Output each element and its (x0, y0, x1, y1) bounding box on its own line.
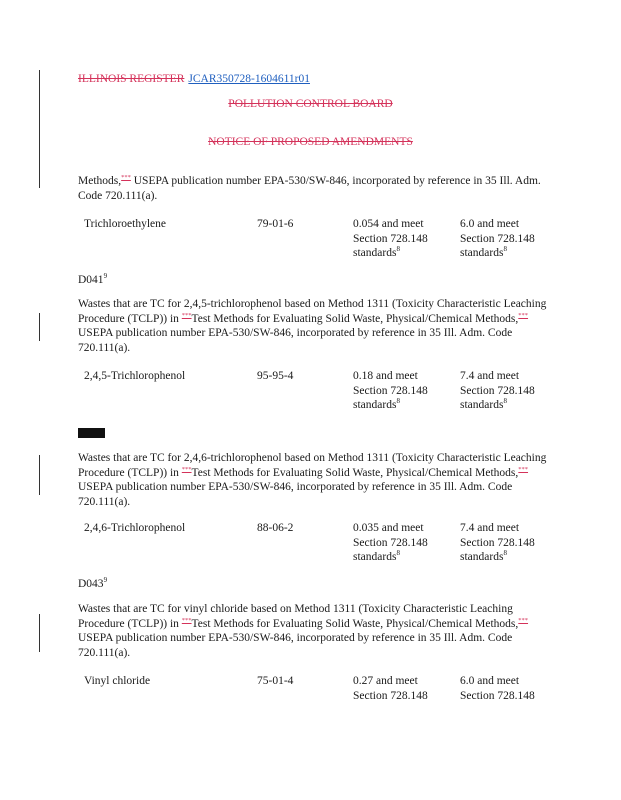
revision-bar (39, 614, 40, 652)
revision-bar (39, 313, 40, 341)
footnote-mark: *** (518, 465, 529, 473)
constituent-name: Vinyl chloride (84, 675, 151, 687)
board-header: POLLUTION CONTROL BOARD (228, 98, 393, 110)
wastewater-standard: 0.054 and meet Section 728.148 standards$^8$ (353, 218, 428, 259)
footnote-mark: *** (518, 311, 529, 319)
footnote-mark: *** (181, 311, 192, 319)
paragraph-d043: Wastes that are TC for vinyl chloride based on Method 1311 (Toxicity Characteristic Leaching Procedure (TCLP)) in ***Test Methods for Evaluating Solid Waste, Physical/Chemical Methods,*** USEPA publication number EPA-530/SW-846, incorporated by reference in 35 Ill. Adm. Code 720.111(a). (78, 603, 529, 659)
footnote-mark: *** (181, 465, 192, 473)
redacted-waste-code (78, 428, 105, 438)
register-deleted: ILLINOIS REGISTER (78, 73, 185, 85)
cas-number: 88-06-2 (257, 522, 294, 534)
constituent-name: 2,4,5-Trichlorophenol (84, 370, 186, 382)
constituent-name: 2,4,6-Trichlorophenol (84, 522, 186, 534)
waste-code-d043: $D043^9$ (78, 576, 108, 590)
paragraph-d042: Wastes that are TC for 2,4,6-trichlorophenol based on Method 1311 (Toxicity Characteristic Leaching Procedure (TCLP)) in ***Test Methods for Evaluating Solid Waste, Physical/Chemical Methods,*** USEPA publication number EPA-530/SW-846, incorporated by reference in 35 Ill. Adm. Code 720.111(a). (78, 452, 547, 508)
footnote-mark: *** (121, 174, 131, 182)
cas-number: 95-95-4 (257, 370, 294, 382)
wastewater-standard: 0.035 and meet Section 728.148 standards$^8$ (353, 522, 428, 563)
wastewater-standard: 0.18 and meet Section 728.148 standards$^8$ (353, 370, 428, 411)
wastewater-standard: 0.27 and meet Section 728.148 (353, 675, 428, 702)
paragraph-d041: Wastes that are TC for 2,4,5-trichlorophenol based on Method 1311 (Toxicity Characteristic Leaching Procedure (TCLP)) in ***Test Methods for Evaluating Solid Waste, Physical/Chemical Methods,*** USEPA publication number EPA-530/SW-846, incorporated by reference in 35 Ill. Adm. Code 720.111(a). (78, 298, 547, 354)
cas-number: 79-01-6 (257, 218, 294, 230)
nonwastewater-standard: 6.0 and meet Section 728.148 (460, 675, 535, 702)
waste-code-d041: $D041^9$ (78, 272, 108, 286)
register-inserted: JCAR350728-1604611r01 (188, 73, 310, 85)
nonwastewater-standard: 7.4 and meet Section 728.148 standards$^8$ (460, 370, 535, 411)
footnote-mark: *** (518, 616, 529, 624)
register-header (78, 73, 310, 85)
revision-bar (39, 455, 40, 495)
nonwastewater-standard: 7.4 and meet Section 728.148 standards$^8$ (460, 522, 535, 563)
revision-bar (39, 70, 40, 188)
footnote-mark: *** (181, 616, 192, 624)
nonwastewater-standard: 6.0 and meet Section 728.148 standards$^8$ (460, 218, 535, 259)
constituent-name: Trichloroethylene (84, 218, 166, 230)
paragraph-methods: Methods,*** USEPA publication number EPA-530/SW-846, incorporated by reference in 35 Ill. Adm. Code 720.111(a). (78, 174, 541, 202)
cas-number: 75-01-4 (257, 675, 294, 687)
notice-header: NOTICE OF PROPOSED AMENDMENTS (208, 136, 413, 148)
